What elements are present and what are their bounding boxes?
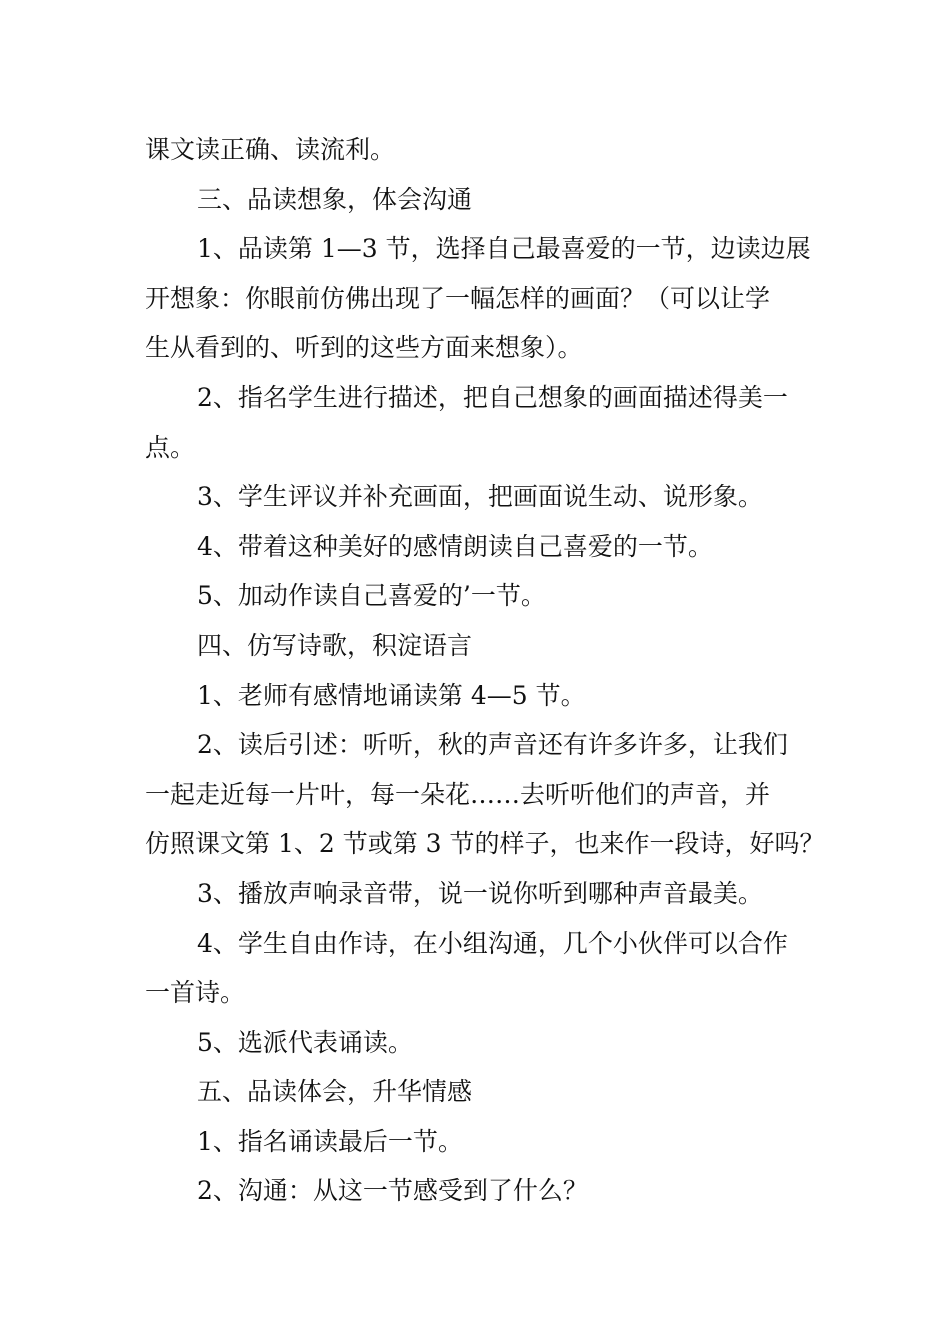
text-line: 一首诗。 (145, 978, 246, 1008)
text-line: 课文读正确、读流利。 (145, 135, 396, 164)
text-line: 点。 (145, 432, 196, 462)
text-line: 3、播放声响录音带，说一说你听到哪种声音最美。 (197, 878, 763, 908)
document-body (145, 125, 825, 1216)
text-line: 4、学生自由作诗，在小组沟通，几个小伙伴可以合作 (197, 928, 788, 958)
text-line: 3、学生评议并补充画面，把画面说生动、说形象。 (197, 482, 763, 512)
section-heading: 三、品读想象，体会沟通 (197, 184, 473, 214)
text-line: 一起走近每一片叶，每一朵花……去听听他们的声音，并 (145, 779, 771, 809)
text-line: 开想象：你眼前仿佛出现了一幅怎样的画面？（可以让学 (145, 283, 771, 313)
text-line: 仿照课文第 1、2 节或第 3 节的样子，也来作一段诗，好吗？ (145, 829, 825, 859)
text-line: 4、带着这种美好的感情朗读自己喜爱的一节。 (197, 531, 713, 561)
section-heading: 四、仿写诗歌，积淀语言 (197, 630, 473, 660)
text-line: 5、选派代表诵读。 (197, 1027, 413, 1057)
text-line: 生从看到的、听到的这些方面来想象）。 (145, 333, 583, 363)
text-line: 2、读后引述：听听，秋的声音还有许多许多，让我们 (197, 730, 788, 760)
text-line: 2、沟通：从这一节感受到了什么？ (197, 1176, 588, 1206)
text-line: 5、加动作读自己喜爱的’一节。 (197, 581, 546, 611)
text-line: 2、指名学生进行描述，把自己想象的画面描述得美一 (197, 382, 788, 412)
text-line: 1、老师有感情地诵读第 4—5 节。 (197, 680, 586, 710)
text-line: 1、指名诵读最后一节。 (197, 1126, 463, 1156)
section-heading: 五、品读体会，升华情感 (197, 1077, 473, 1107)
text-line: 1、品读第 1—3 节，选择自己最喜爱的一节，边读边展 (197, 234, 811, 264)
